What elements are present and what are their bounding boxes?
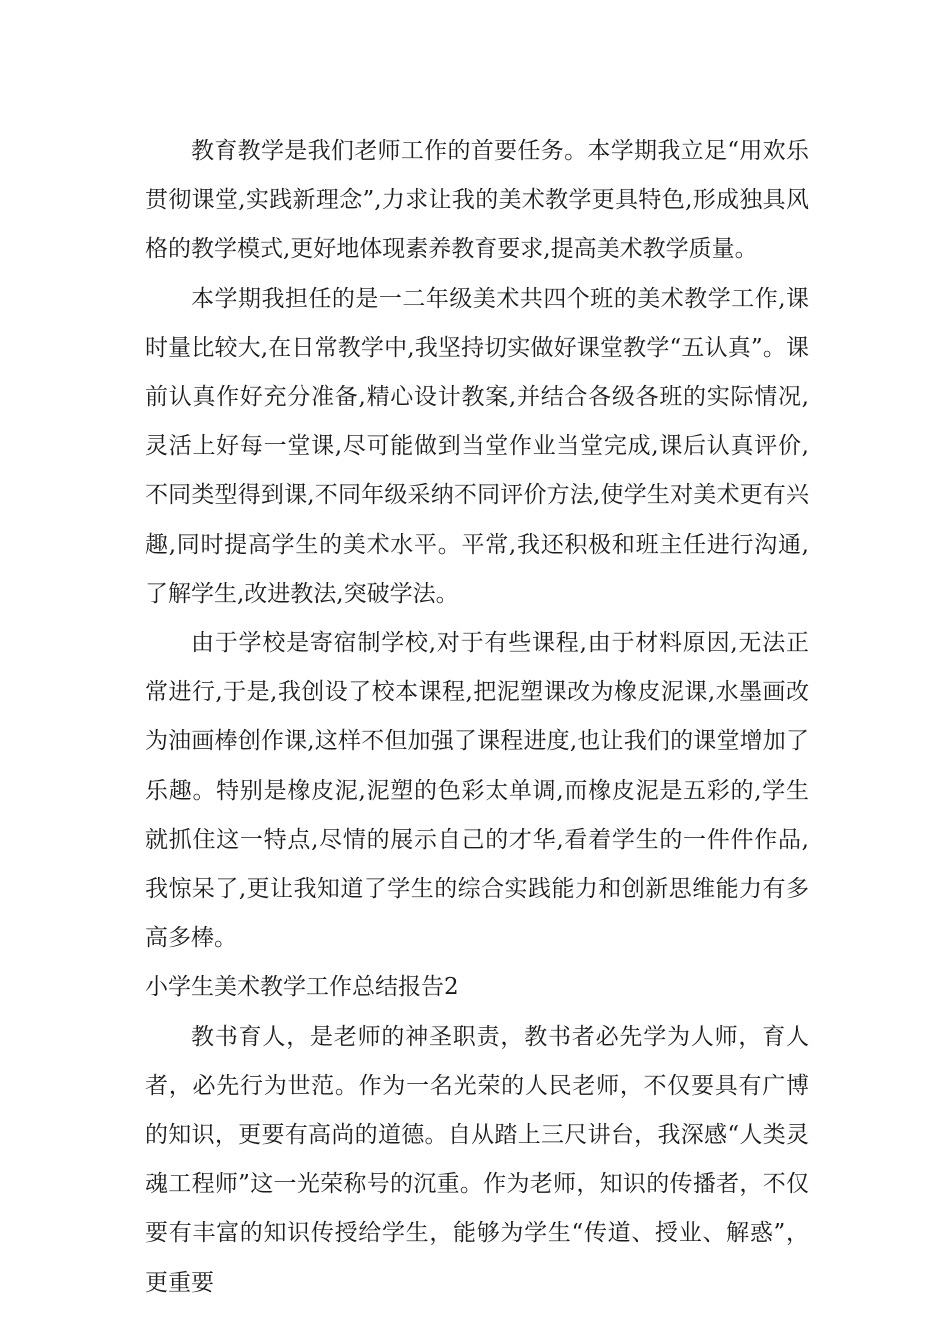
document-body [145,127,809,1308]
paragraph-3: 由于学校是寄宿制学校,对于有些课程,由于材料原因,无法正常进行,于是,我创设了校本课程,把泥塑课改为橡皮泥课,水墨画改为油画棒创作课,这样不但加强了课程进度,也让我们的课堂增加了乐趣。特别是橡皮泥,泥塑的色彩太单调,而橡皮泥是五彩的,学生就抓住这一特点,尽情的展示自己的才华,看着学生的一件件作品,我惊呆了,更让我知道了学生的综合实践能力和创新思维能力有多高多棒。 [145,630,809,952]
section-heading: 小学生美术教学工作总结报告2 [145,974,459,1001]
paragraph-2: 本学期我担任的是一二年级美术共四个班的美术教学工作,课时量比较大,在日常教学中,我坚持切实做好课堂教学“五认真”。课前认真作好充分准备,精心设计教案,并结合各级各班的实际情况,灵活上好每一堂课,尽可能做到当堂作业当堂完成,课后认真评价,不同类型得到课,不同年级采纳不同评价方法,使学生对美术更有兴趣,同时提高学生的美术水平。平常,我还积极和班主任进行沟通,了解学生,改进教法,突破学法。 [145,285,809,607]
paragraph-4: 教书育人，是老师的神圣职责，教书者必先学为人师，育人者，必先行为世范。作为一名光荣的人民老师，不仅要具有广博的知识，更要有高尚的道德。自从踏上三尺讲台，我深感“人类灵魂工程师”这一光荣称号的沉重。作为老师，知识的传播者，不仅要有丰富的知识传授给学生，能够为学生“传道、授业、解惑”，更重要 [145,1023,809,1296]
paragraph-1: 教育教学是我们老师工作的首要任务。本学期我立足“用欢乐贯彻课堂,实践新理念”,力求让我的美术教学更具特色,形成独具风格的教学模式,更好地体现素养教育要求,提高美术教学质量。 [145,138,809,263]
